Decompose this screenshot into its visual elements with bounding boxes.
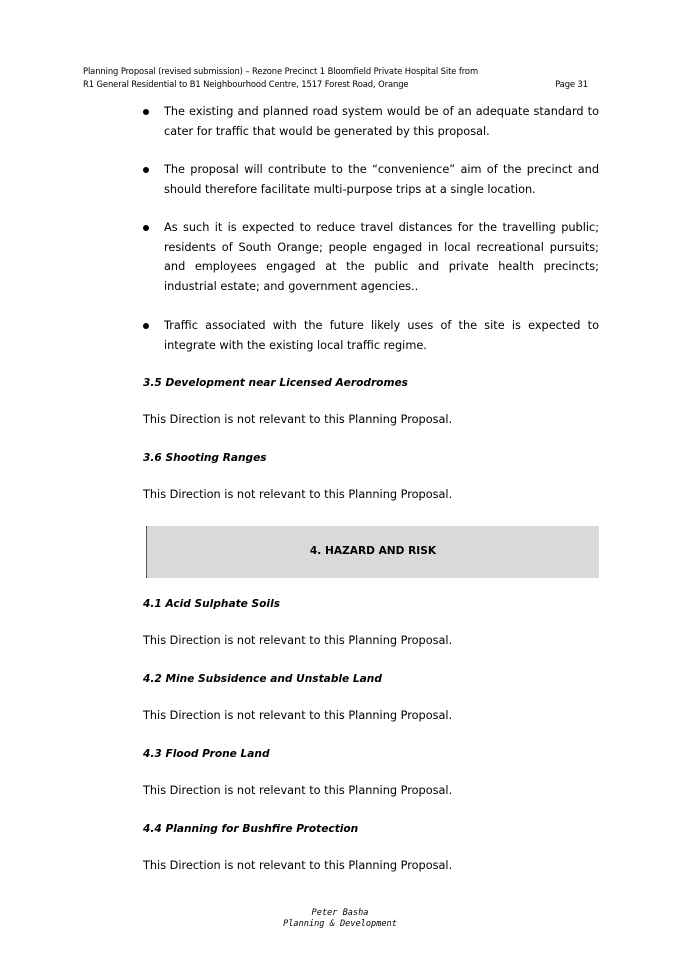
- major-section-title: 4. HAZARD AND RISK: [309, 545, 437, 557]
- section-heading: 4.4 Planning for Bushfire Protection: [143, 823, 359, 835]
- section-heading: 4.3 Flood Prone Land: [143, 748, 270, 760]
- page-footer: [0, 908, 680, 930]
- section-text: This Direction is not relevant to this Planning Proposal.: [143, 634, 453, 647]
- major-section-banner: [146, 526, 599, 578]
- bullet-item: [143, 218, 599, 296]
- section-text: This Direction is not relevant to this Planning Proposal.: [143, 709, 453, 722]
- bullet-text: Traffic associated with the future likely uses of the site is expected to integrate with the existing local traffic regime.: [164, 319, 599, 352]
- bullet-text: The existing and planned road system would be of an adequate standard to cater for traffic that would be generated by this proposal.: [164, 105, 599, 138]
- section-text: This Direction is not relevant to this Planning Proposal.: [143, 488, 453, 501]
- bullet-icon: [143, 225, 149, 231]
- page-header: [83, 65, 598, 91]
- section-heading: 3.5 Development near Licensed Aerodromes: [143, 377, 408, 389]
- section-heading: 4.2 Mine Subsidence and Unstable Land: [143, 673, 382, 685]
- section-text: This Direction is not relevant to this Planning Proposal.: [143, 413, 453, 426]
- bullet-text: As such it is expected to reduce travel distances for the travelling public; residents of South Orange; people engaged in local recreational pursuits; and employees engaged at the public and private health precincts; industrial estate; and government agencies..: [164, 221, 599, 293]
- bullet-item: [143, 316, 599, 355]
- footer-author: Peter Basha: [311, 908, 369, 918]
- footer-company: Planning & Development: [283, 919, 397, 929]
- bullet-item: [143, 102, 599, 141]
- bullet-icon: [143, 109, 149, 115]
- header-line-2: R1 General Residential to B1 Neighbourhood Centre, 1517 Forest Road, Orange: [83, 79, 409, 89]
- bullet-icon: [143, 323, 149, 329]
- bullet-item: [143, 160, 599, 199]
- page-number: Page 31: [555, 79, 588, 89]
- section-heading: 4.1 Acid Sulphate Soils: [143, 598, 280, 610]
- bullet-icon: [143, 167, 149, 173]
- header-line-1: Planning Proposal (revised submission) – Rezone Precinct 1 Bloomfield Private Hospital Site from: [83, 66, 479, 76]
- section-text: This Direction is not relevant to this Planning Proposal.: [143, 859, 453, 872]
- section-text: This Direction is not relevant to this Planning Proposal.: [143, 784, 453, 797]
- section-heading: 3.6 Shooting Ranges: [143, 452, 267, 464]
- bullet-text: The proposal will contribute to the “convenience” aim of the precinct and should therefore facilitate multi-purpose trips at a single location.: [164, 163, 599, 196]
